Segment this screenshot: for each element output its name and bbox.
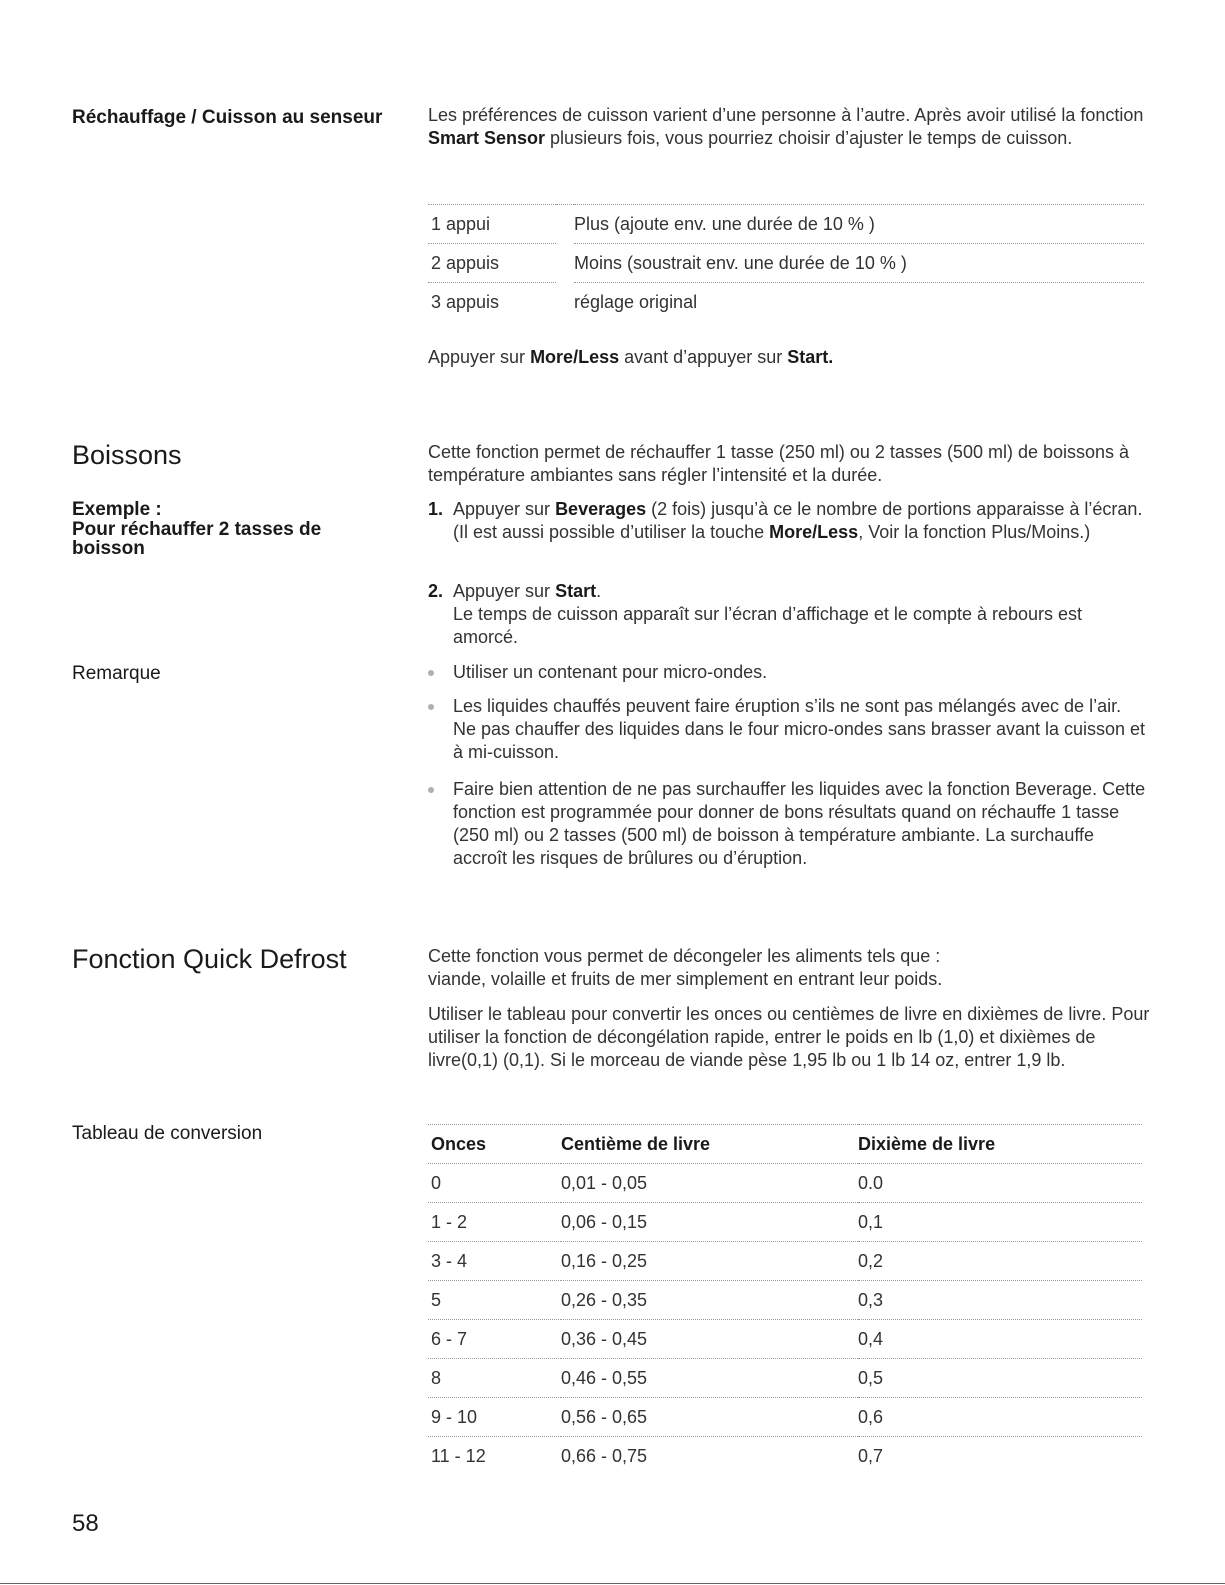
sensor-intro-text-end: plusieurs fois, vous pourriez choisir d’ajuster le temps de cuisson. (545, 128, 1073, 148)
defrost-intro-line: Cette fonction vous permet de décongeler les aliments tels que : (428, 946, 941, 966)
table-cell: 0,16 - 0,25 (561, 1242, 858, 1281)
list-item (428, 661, 1148, 684)
table-cell: 0,56 - 0,65 (561, 1398, 858, 1437)
table-cell: 0.0 (858, 1164, 1142, 1203)
step-text-end: (2 fois) jusqu’à ce le nombre de portions apparaisse à l’écran. (646, 499, 1143, 519)
option-effect: Plus (ajoute env. une durée de 10 % ) (574, 205, 1144, 244)
table-row (428, 1203, 1142, 1242)
beverages-term: Beverages (555, 499, 647, 519)
sensor-options-table (428, 204, 1144, 321)
step-text: Appuyer sur (453, 581, 556, 601)
note-text: Appuyer sur (428, 347, 531, 367)
column-header: Onces (428, 1125, 561, 1164)
table-cell: 0,01 - 0,05 (561, 1164, 858, 1203)
more-less-term: More/Less (769, 522, 859, 542)
table-cell: 1 - 2 (428, 1203, 561, 1242)
option-press: 2 appuis (428, 244, 556, 283)
step-1 (428, 498, 1148, 544)
start-term: Start (555, 581, 597, 601)
table-cell: 0,46 - 0,55 (561, 1359, 858, 1398)
step-sub-text: (Il est aussi possible d’utiliser la touche (453, 522, 770, 542)
table-cell: 0,3 (858, 1281, 1142, 1320)
table-cell: 0,36 - 0,45 (561, 1320, 858, 1359)
table-cell: 8 (428, 1359, 561, 1398)
option-press: 1 appui (428, 205, 556, 244)
defrost-intro-line: viande, volaille et fruits de mer simplement en entrant leur poids. (428, 969, 943, 989)
table-row (428, 1242, 1142, 1281)
column-header: Dixième de livre (858, 1125, 1142, 1164)
beverages-heading: Boissons (72, 440, 182, 470)
table-cell: 0,4 (858, 1320, 1142, 1359)
sensor-note (428, 346, 1153, 369)
example-label: Exemple : (72, 499, 162, 520)
step-text-end: . (596, 581, 602, 601)
bullet-icon (428, 704, 434, 710)
table-row (428, 1359, 1142, 1398)
table-header-row (428, 1125, 1142, 1164)
step-2 (428, 580, 1148, 649)
option-press: 3 appuis (431, 291, 500, 312)
step-sub-text: Le temps de cuisson apparaît sur l’écran d’affichage et le compte à rebours est amorcé. (453, 604, 1083, 647)
beverages-intro: Cette fonction permet de réchauffer 1 tasse (250 ml) ou 2 tasses (500 ml) de boissons à température ambiantes sans régler l’intensité et la durée. (428, 442, 1130, 485)
sensor-label: Réchauffage / Cuisson au senseur (72, 107, 383, 128)
note-text-mid: avant d’appuyer sur (619, 347, 788, 367)
conversion-table-label: Tableau de conversion (72, 1123, 263, 1144)
page-number: 58 (72, 1510, 99, 1537)
bullet-text: Faire bien attention de ne pas surchauffer les liquides avec la fonction Beverage. Cette fonction est programmée pour donner de bons résultats quand on réchauffe 1 tasse (250 ml) ou 2 tasses (500 ml) de boisson à température ambiante. La surchauffe accroît les risques de brûlures ou d’éruption. (453, 779, 1146, 868)
bullet-icon (428, 670, 434, 676)
table-row (428, 283, 1144, 322)
step-text: Appuyer sur (453, 499, 556, 519)
bullet-icon (428, 787, 434, 793)
table-row (428, 205, 1144, 244)
table-cell: 6 - 7 (428, 1320, 561, 1359)
table-cell: 0 (428, 1164, 561, 1203)
sensor-intro (428, 104, 1153, 150)
bottom-rule (0, 1583, 1225, 1584)
remark-label: Remarque (72, 663, 161, 684)
bullet-text: Utiliser un contenant pour micro-ondes. (453, 662, 768, 682)
bullet-text: Les liquides chauffés peuvent faire éruption s’ils ne sont pas mélangés avec de l’air. Ne pas chauffer des liquides dans le four micro-ondes sans brasser avant la cuisson et à mi-cuisson. (453, 696, 1146, 762)
step-number: 1. (428, 499, 444, 519)
list-item (428, 778, 1148, 870)
table-cell: 5 (428, 1281, 561, 1320)
start-term: Start. (787, 347, 834, 367)
option-effect: Moins (soustrait env. une durée de 10 % ) (574, 244, 1144, 283)
table-cell: 0,1 (858, 1203, 1142, 1242)
defrost-instructions: Utiliser le tableau pour convertir les onces ou centièmes de livre en dixièmes de livre. Pour utiliser la fonction de décongélation rapide, entrer le poids en lb (1,0) et dixièmes de livre(0,1) (0,1). Si le morceau de viande pèse 1,95 lb ou 1 lb 14 oz, entrer 1,9 lb. (428, 1004, 1150, 1070)
table-cell: 0,5 (858, 1359, 1142, 1398)
more-less-term: More/Less (530, 347, 620, 367)
table-row (428, 1437, 1142, 1476)
table-row (428, 1398, 1142, 1437)
table-cell: 0,26 - 0,35 (561, 1281, 858, 1320)
table-cell: 11 - 12 (431, 1445, 486, 1466)
defrost-intro (428, 945, 1153, 991)
table-row (428, 244, 1144, 283)
table-cell: 0,2 (858, 1242, 1142, 1281)
table-cell: 9 - 10 (428, 1398, 561, 1437)
step-sub-text-end: , Voir la fonction Plus/Moins.) (858, 522, 1091, 542)
table-cell: 0,06 - 0,15 (561, 1203, 858, 1242)
table-row (428, 1164, 1142, 1203)
table-cell: 0,7 (858, 1445, 884, 1466)
table-row (428, 1320, 1142, 1359)
list-item (428, 695, 1148, 764)
conversion-table (428, 1124, 1142, 1475)
option-effect: réglage original (574, 291, 698, 312)
example-text: Pour réchauffer 2 tasses de boisson (72, 519, 322, 559)
step-number: 2. (428, 581, 444, 601)
table-cell: 0,66 - 0,75 (561, 1445, 648, 1466)
table-row (428, 1281, 1142, 1320)
smart-sensor-term: Smart Sensor (428, 128, 546, 148)
defrost-heading: Fonction Quick Defrost (72, 944, 347, 974)
sensor-intro-text: Les préférences de cuisson varient d’une personne à l’autre. Après avoir utilisé la fonction (428, 105, 1144, 125)
table-cell: 0,6 (858, 1398, 1142, 1437)
column-header: Centième de livre (561, 1125, 858, 1164)
table-cell: 3 - 4 (428, 1242, 561, 1281)
